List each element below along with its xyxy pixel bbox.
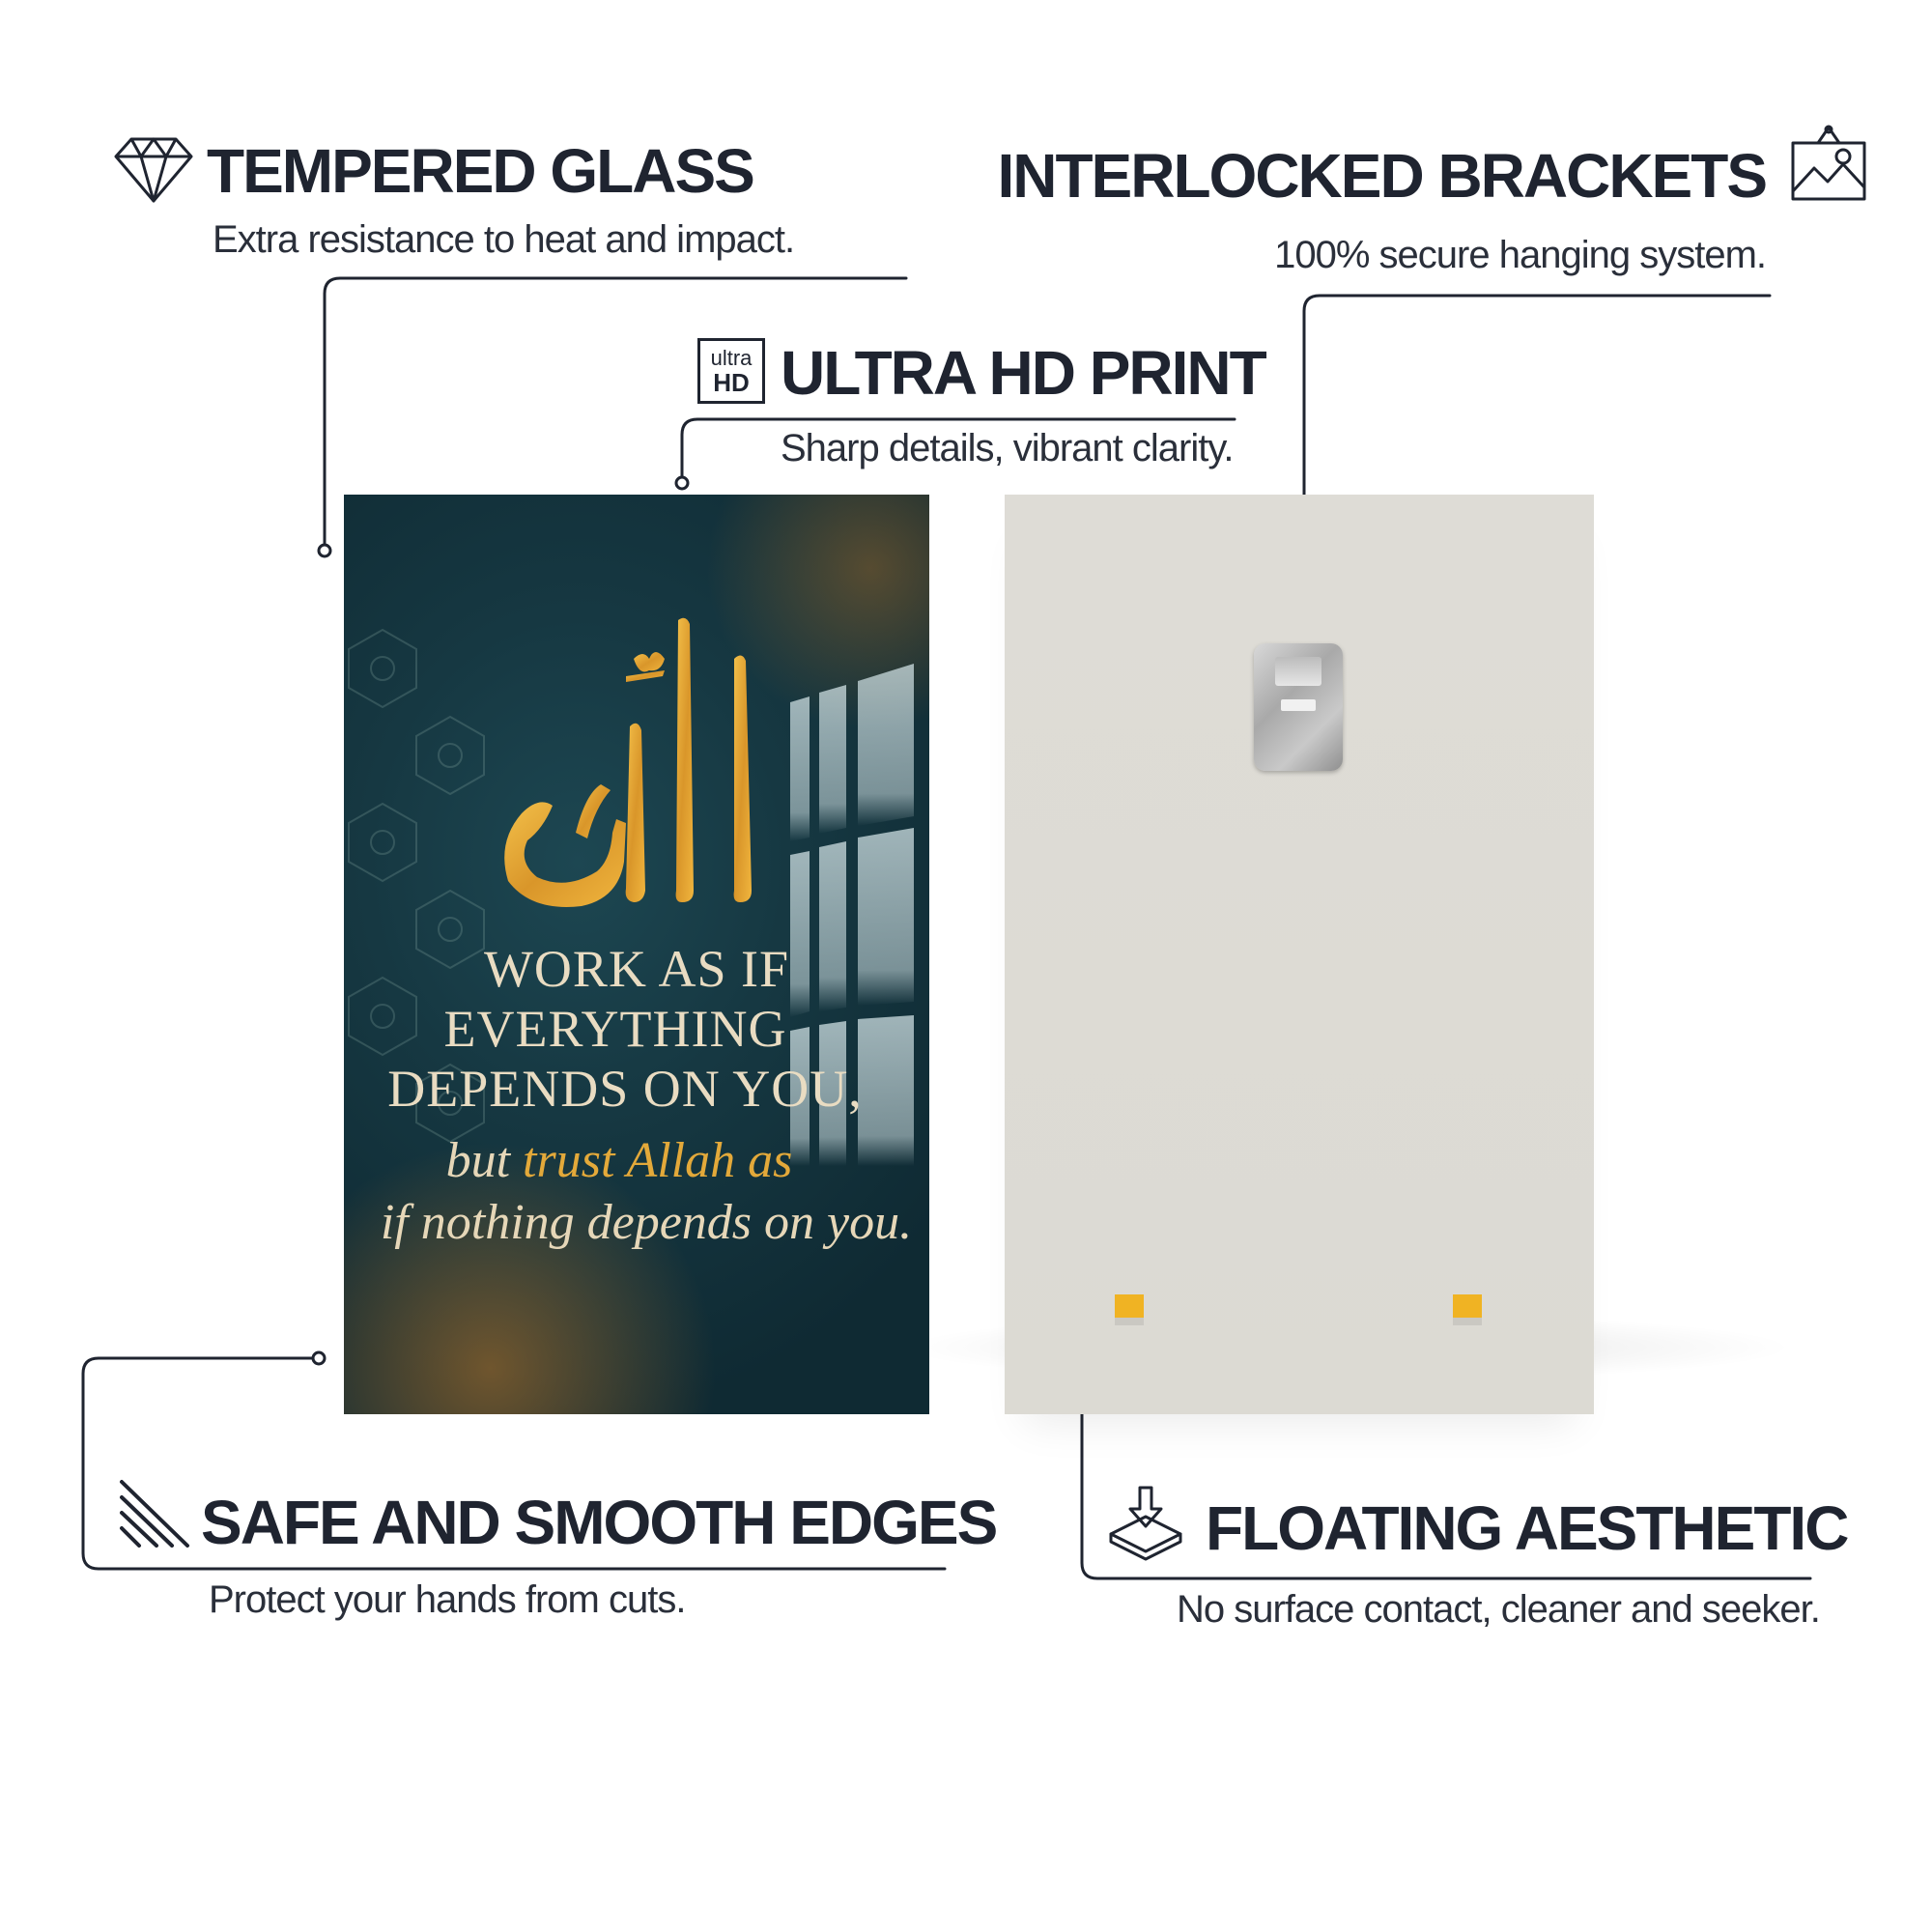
- hanger-tab: [1275, 657, 1321, 686]
- feature-subtitle: Extra resistance to heat and impact.: [213, 218, 795, 261]
- feature-title: ULTRA HD PRINT: [781, 338, 1265, 408]
- quote-line-2: EVERYTHING: [443, 1000, 787, 1058]
- quote-line-1: WORK AS IF: [483, 940, 790, 998]
- feature-subtitle: No surface contact, cleaner and seeker.: [1177, 1588, 1820, 1631]
- feature-subtitle: Sharp details, vibrant clarity.: [781, 427, 1234, 469]
- feature-title: SAFE AND SMOOTH EDGES: [201, 1488, 997, 1557]
- ultra-hd-icon: [697, 338, 765, 404]
- feature-title: FLOATING AESTHETIC: [1206, 1493, 1848, 1563]
- diamond-icon: [114, 135, 193, 203]
- quote-line-4-part-1: but: [445, 1133, 524, 1188]
- quote-line-5: if nothing depends on you.: [380, 1195, 913, 1250]
- hanger-slot: [1281, 699, 1316, 711]
- quote-line-4-highlight: trust Allah: [523, 1133, 736, 1188]
- allah-calligraphy-icon: [489, 601, 779, 920]
- back-glass-panel: [1005, 495, 1594, 1414]
- feature-title: TEMPERED GLASS: [207, 136, 753, 206]
- quote-line-4-part-3: as: [735, 1133, 793, 1188]
- quote-line-3: DEPENDS ON YOU,: [387, 1060, 863, 1118]
- hanging-picture-icon: [1789, 124, 1868, 203]
- ultra-hd-icon-top: ultra: [710, 346, 753, 370]
- spacer-pad-left: [1115, 1294, 1144, 1318]
- ultra-hd-icon-bottom: HD: [713, 368, 750, 397]
- feature-subtitle: Protect your hands from cuts.: [209, 1578, 686, 1621]
- floating-layers-icon: [1107, 1484, 1184, 1561]
- quote-line-4: [344, 1130, 912, 1192]
- front-glass-panel: [344, 495, 929, 1414]
- feature-subtitle: 100% secure hanging system.: [1274, 234, 1766, 276]
- bracket-hanger-icon: [1254, 643, 1343, 771]
- edges-hatch-icon: [118, 1478, 191, 1548]
- spacer-pad-right: [1453, 1294, 1482, 1318]
- feature-title: INTERLOCKED BRACKETS: [997, 141, 1766, 211]
